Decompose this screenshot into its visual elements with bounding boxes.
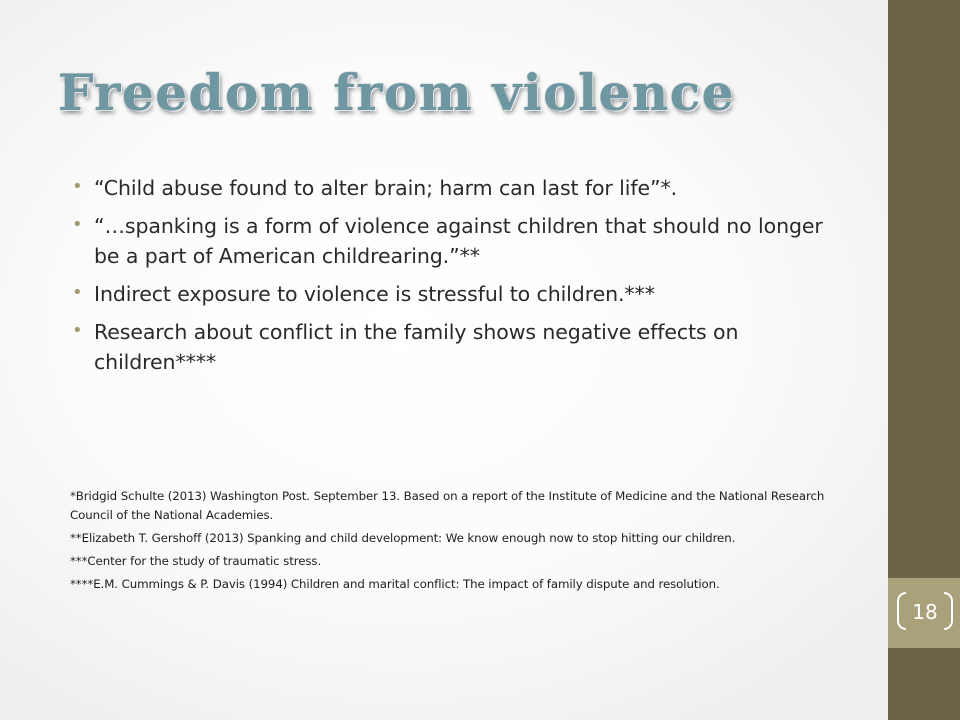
- bullet-item: • Indirect exposure to violence is stressful to children.***: [70, 279, 830, 309]
- reference-item: *Bridgid Schulte (2013) Washington Post. September 13. Based on a report of the Institute of Medicine and the National Research Council of the National Academies.: [70, 489, 825, 522]
- slide-title: Freedom from violence: [58, 63, 736, 122]
- references: [70, 487, 850, 598]
- bullet-item: • “…spanking is a form of violence against children that should no longer be a part of American childrearing.”**: [70, 211, 830, 271]
- bullet-list: [70, 173, 830, 385]
- bullet-item: • Research about conflict in the family shows negative effects on children****: [70, 317, 830, 377]
- bullet-item: • “Child abuse found to alter brain; harm can last for life”*.: [70, 173, 830, 203]
- reference-item: ****E.M. Cummings & P. Davis (1994) Children and marital conflict: The impact of family dispute and resolution.: [70, 577, 720, 591]
- page-number: 18: [897, 592, 953, 632]
- reference-item: ***Center for the study of traumatic stress.: [70, 554, 322, 568]
- reference-item: **Elizabeth T. Gershoff (2013) Spanking and child development: We know enough now to stop hitting our children.: [70, 531, 736, 545]
